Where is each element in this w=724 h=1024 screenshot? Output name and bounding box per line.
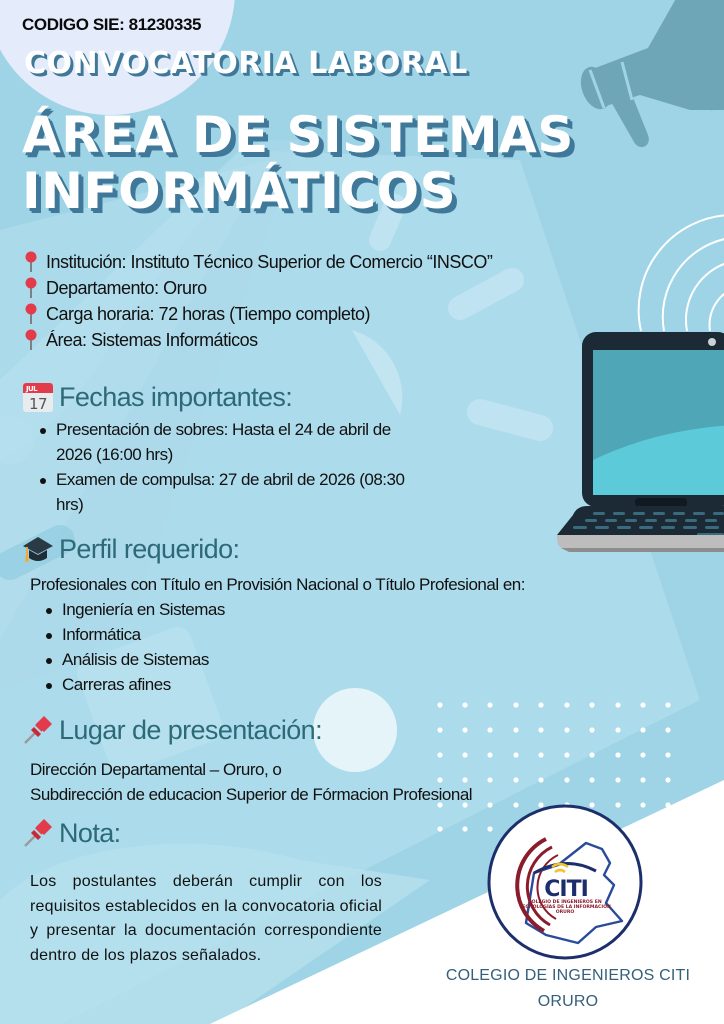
info-item-area xyxy=(24,327,492,353)
svg-text:COLEGIO DE INGENIEROS EN: COLEGIO DE INGENIEROS EN xyxy=(528,900,602,905)
fechas-list xyxy=(36,417,404,517)
convocatoria-heading: CONVOCATORIA LABORAL xyxy=(24,46,468,81)
round-pushpin-icon xyxy=(24,329,38,351)
calendar-icon xyxy=(22,381,54,413)
info-item-label: Institución: Instituto Técnico Superior de Comercio “INSCO” xyxy=(46,251,493,272)
round-pushpin-icon xyxy=(24,277,38,299)
info-item-label: Área: Sistemas Informáticos xyxy=(46,329,258,350)
page-title xyxy=(22,107,574,219)
info-item-label: Carga horaria: 72 horas (Tiempo completo) xyxy=(46,303,370,324)
round-pushpin-icon xyxy=(24,303,38,325)
lugar-heading xyxy=(22,714,322,746)
perfil-title: Perfil requerido: xyxy=(59,533,240,564)
round-pushpin-icon xyxy=(24,251,38,273)
logo-caption xyxy=(430,963,706,1015)
nota-title: Nota: xyxy=(59,817,121,848)
fecha-item: Examen de compulsa: 27 de abril de 2026 (08:30 hrs) xyxy=(36,467,404,517)
svg-text:ORURO: ORURO xyxy=(555,910,575,915)
info-item-institucion xyxy=(24,249,492,275)
pushpin-icon xyxy=(22,817,54,849)
fechas-heading xyxy=(22,381,292,413)
title-line-2: INFORMÁTICOS xyxy=(22,162,457,220)
fechas-title: Fechas importantes: xyxy=(59,381,293,412)
perfil-list xyxy=(42,597,225,697)
pushpin-icon xyxy=(22,714,54,746)
citi-logo xyxy=(486,803,644,961)
perfil-heading xyxy=(22,533,239,565)
logo-caption-line-2: ORURO xyxy=(537,993,599,1010)
svg-text:17: 17 xyxy=(29,395,47,413)
svg-text:TECNOLOGÍAS DE LA INFORMACIÓN: TECNOLOGÍAS DE LA INFORMACIÓN xyxy=(519,905,611,910)
info-list xyxy=(24,249,492,353)
perfil-item: Carreras afines xyxy=(42,672,225,697)
perfil-intro: Profesionales con Título en Provisión Nacional o Título Profesional en: xyxy=(30,575,525,594)
perfil-item: Análisis de Sistemas xyxy=(42,647,225,672)
svg-text:CITI: CITI xyxy=(544,877,588,902)
perfil-item: Informática xyxy=(42,622,225,647)
lugar-line-2: Subdirección de educacion Superior de Fórmacion Profesional xyxy=(30,785,473,804)
graduation-cap-icon xyxy=(22,533,54,565)
info-item-departamento xyxy=(24,275,492,301)
lugar-line-1: Dirección Departamental – Oruro, o xyxy=(30,760,282,779)
info-item-label: Departamento: Oruro xyxy=(46,277,207,298)
nota-text: Los postulantes deberán cumplir con los requisitos establecidos en la convocatoria oficial y presentar la documentación correspondiente dentro de los plazos señalados. xyxy=(30,873,382,964)
title-line-1: ÁREA DE SISTEMAS xyxy=(22,106,574,164)
codigo-sie: CODIGO SIE: 81230335 xyxy=(22,15,202,34)
citi-logo-emblem xyxy=(486,803,644,961)
logo-caption-line-1: COLEGIO DE INGENIEROS CITI xyxy=(445,967,691,984)
nota-heading xyxy=(22,817,121,849)
svg-text:JUL: JUL xyxy=(26,385,37,393)
lugar-title: Lugar de presentación: xyxy=(59,714,322,745)
fecha-item: Presentación de sobres: Hasta el 24 de abril de 2026 (16:00 hrs) xyxy=(36,417,404,467)
info-item-carga-horaria xyxy=(24,301,492,327)
perfil-item: Ingeniería en Sistemas xyxy=(42,597,225,622)
